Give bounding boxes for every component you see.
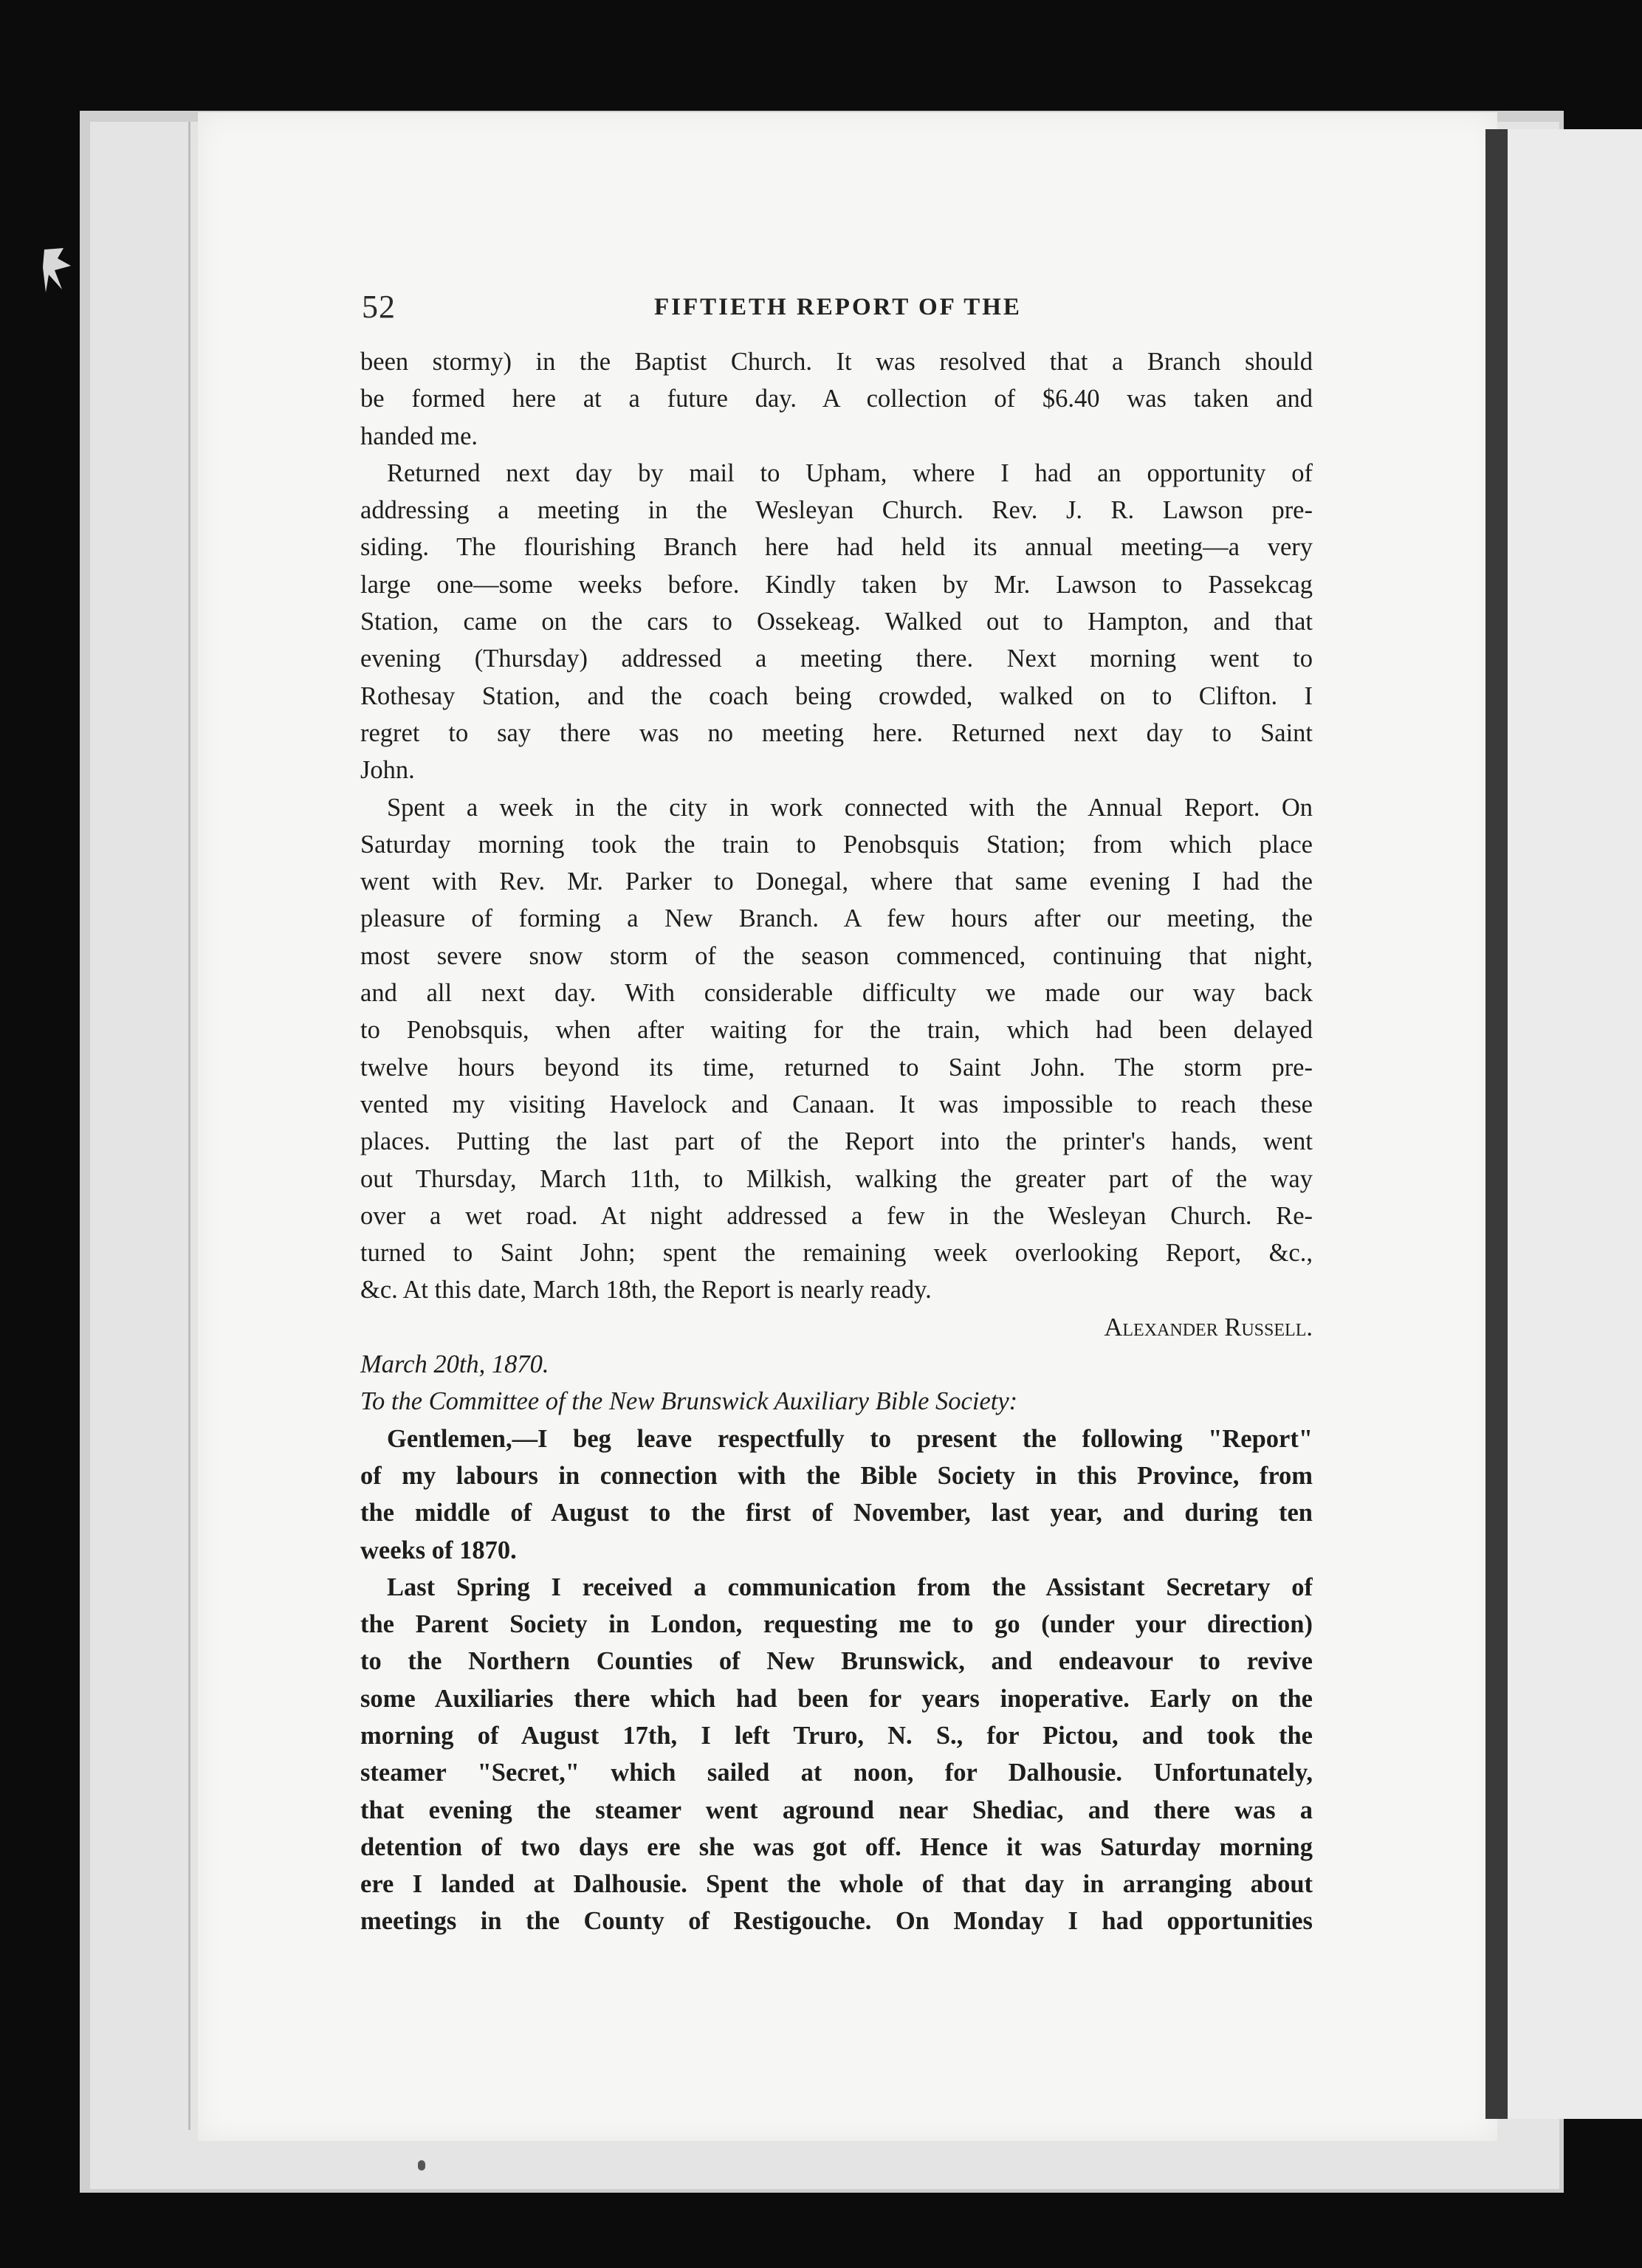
text-line: &c. At this date, March 18th, the Report is nearly ready. [360, 1276, 932, 1305]
text-line: evening (Thursday) addressed a meeting there. Next morning went to [360, 645, 1313, 673]
text-line: been stormy) in the Baptist Church. It was resolved that a Branch should [360, 348, 1313, 376]
text-line: siding. The flourishing Branch here had held its annual meeting—a very [360, 533, 1313, 562]
text-line: to Penobsquis, when after waiting for the train, which had been delayed [360, 1016, 1313, 1045]
text-line: over a wet road. At night addressed a few in the Wesleyan Church. Re- [360, 1201, 1313, 1230]
text-line: most severe snow storm of the season commenced, continuing that night, [360, 941, 1313, 970]
text-line: Saturday morning took the train to Penobsquis Station; from which place [360, 830, 1313, 859]
text-line: Gentlemen,—I beg leave respectfully to present the following "Report" [387, 1424, 1313, 1453]
text-line: the Parent Society in London, requesting me to go (under your direction) [360, 1610, 1313, 1639]
letter-date: March 20th, 1870. [360, 1350, 549, 1379]
text-line: went with Rev. Mr. Parker to Donegal, where that same evening I had the [360, 867, 1313, 896]
text-line: steamer "Secret," which sailed at noon, for Dalhousie. Unfortunately, [360, 1759, 1313, 1787]
text-line: to the Northern Counties of New Brunswick, and endeavour to revive [360, 1647, 1313, 1676]
text-line: Spent a week in the city in work connected with the Annual Report. On [387, 793, 1313, 822]
text-line: pleasure of forming a New Branch. A few hours after our meeting, the [360, 904, 1313, 933]
signature: Alexander Russell. [1104, 1313, 1313, 1341]
text-line: out Thursday, March 11th, to Milkish, walking the greater part of the way [360, 1164, 1313, 1193]
text-line: handed me. [360, 422, 478, 450]
text-line: large one—some weeks before. Kindly taken by Mr. Lawson to Passekcag [360, 570, 1313, 599]
text-line: weeks of 1870. [360, 1536, 517, 1564]
text-line: twelve hours beyond its time, returned to Saint John. The storm pre- [360, 1053, 1313, 1082]
text-line: addressing a meeting in the Wesleyan Church. Rev. J. R. Lawson pre- [360, 496, 1313, 525]
binding-edge [188, 122, 190, 2130]
text-line: and all next day. With considerable difficulty we made our way back [360, 979, 1313, 1008]
running-title: FIFTIETH REPORT OF THE [654, 294, 1022, 320]
text-line: the middle of August to the first of November, last year, and during ten [360, 1499, 1313, 1528]
text-line: some Auxiliaries there which had been for years inoperative. Early on the [360, 1684, 1313, 1713]
text-line: John. [360, 756, 415, 785]
letter-address: To the Committee of the New Brunswick Auxiliary Bible Society: [360, 1387, 1018, 1416]
page-gutter [1485, 129, 1508, 2119]
page-header [362, 288, 1322, 332]
text-line: ere I landed at Dalhousie. Spent the whole of that day in arranging about [360, 1870, 1313, 1899]
scan-speck [418, 2160, 425, 2171]
text-line: detention of two days ere she was got off. Hence it was Saturday morning [360, 1832, 1313, 1861]
text-line: Returned next day by mail to Upham, where I had an opportunity of [387, 458, 1313, 487]
text-line: turned to Saint John; spent the remaining week overlooking Report, &c., [360, 1239, 1313, 1268]
text-line: of my labours in connection with the Bible Society in this Province, from [360, 1461, 1313, 1490]
text-line: that evening the steamer went aground near Shediac, and there was a [360, 1796, 1313, 1824]
page-number: 52 [362, 289, 396, 325]
text-line: Station, came on the cars to Ossekeag. Walked out to Hampton, and that [360, 608, 1313, 636]
text-line: Last Spring I received a communication from the Assistant Secretary of [387, 1573, 1313, 1601]
text-line: vented my visiting Havelock and Canaan. It was impossible to reach these [360, 1090, 1313, 1118]
text-line: meetings in the County of Restigouche. On Monday I had opportunities [360, 1907, 1313, 1936]
text-line: be formed here at a future day. A collection of $6.40 was taken and [360, 385, 1313, 413]
text-line: places. Putting the last part of the Report into the printer's hands, went [360, 1127, 1313, 1156]
page-tear-mark [41, 245, 74, 295]
text-line: Rothesay Station, and the coach being crowded, walked on to Clifton. I [360, 681, 1313, 710]
text-line: morning of August 17th, I left Truro, N. S., for Pictou, and took the [360, 1721, 1313, 1750]
body-text [360, 343, 1313, 1940]
facing-page-edge [1508, 129, 1642, 2119]
text-line: regret to say there was no meeting here. Returned next day to Saint [360, 718, 1313, 747]
